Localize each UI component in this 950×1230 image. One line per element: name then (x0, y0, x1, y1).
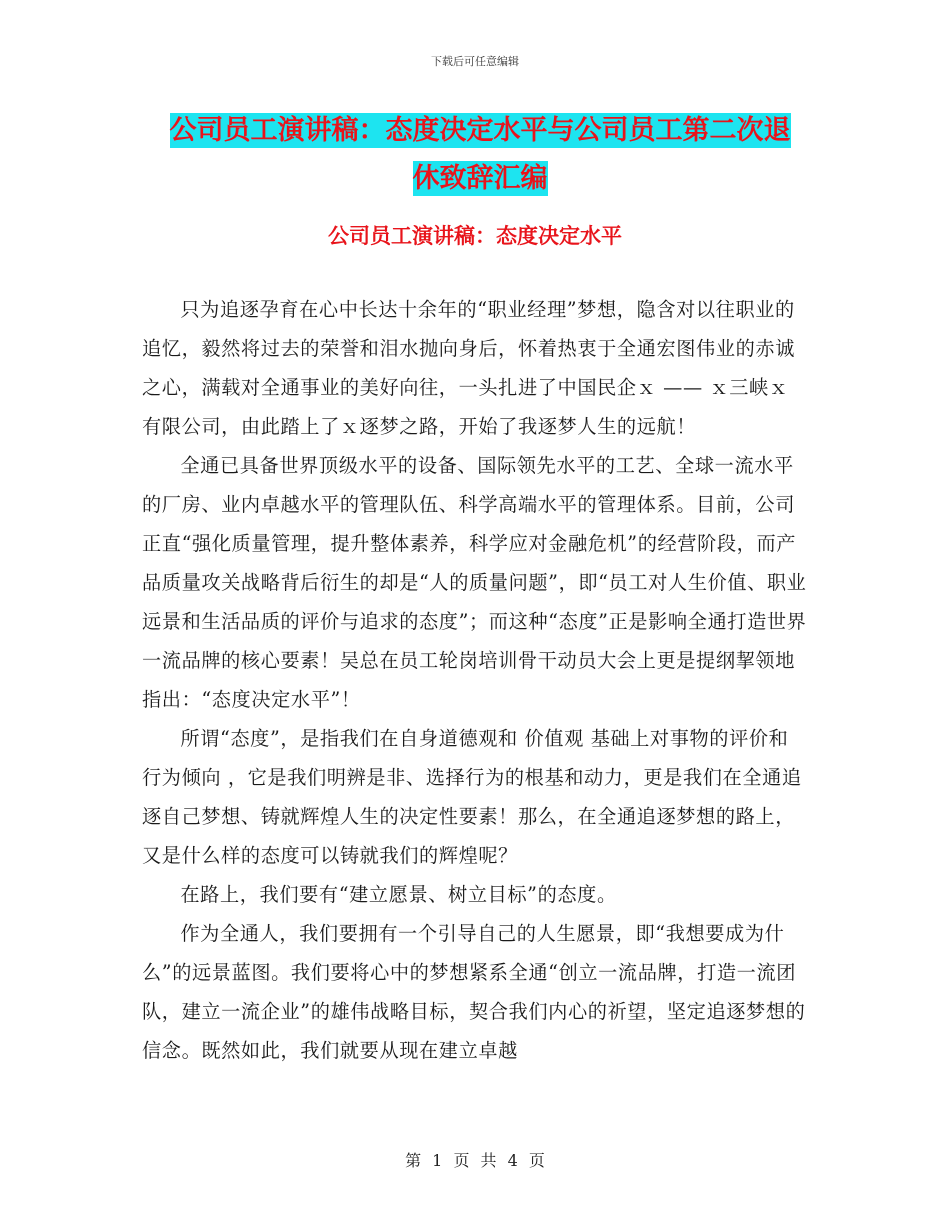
page-number-footer: 第 1 页 共 4 页 (405, 1151, 545, 1170)
document-title (140, 107, 820, 203)
paragraph: 在路上，我们要有“建立愿景、树立目标”的态度。 (180, 883, 617, 906)
paragraph: 所谓“态度”，是指我们在自身道德观和 价值观 基础上对事物的评价和 行为倾向 ，它是我们明辨是非、选择行为的根基和动力，更是我们在全通追逐自己梦想、铸就辉煌人生的决定性要素！那么，在全通追逐梦想的路上，又是什么样的态度可以铸就我们的辉煌呢？ (142, 727, 802, 867)
paragraph: 作为全通人，我们要拥有一个引导自己的人生愿景，即“我想要成为什么”的远景蓝图。我们要将心中的梦想紧系全通“创立一流品牌，打造一流团队，建立一流企业”的雄伟战略目标，契合我们内心的祈望，坚定追逐梦想的信念。既然如此，我们就要从现在建立卓越 (142, 922, 806, 1062)
section-title: 公司员工演讲稿：态度决定水平 (328, 224, 622, 248)
paragraph: 全通已具备世界顶级水平的设备、国际领先水平的工艺、全球一流水平的厂房、业内卓越水平的管理队伍、科学高端水平的管理体系。目前，公司正直“强化质量管理，提升整体素养，科学应对金融危机”的经营阶段，而产品质量攻关战略背后衍生的却是“人的质量问题”，即“员工对人生价值、职业远景和生活品质的评价与追求的态度”；而这种“态度”正是影响全通打造世界一流品牌的核心要素！吴总在员工轮岗培训骨干动员大会上更是提纲挈领地指出：“态度决定水平”！ (142, 454, 807, 711)
page-header-note: 下载后可任意编辑 (431, 55, 519, 68)
document-title-line-1: 公司员工演讲稿：态度决定水平与公司员工第二次退 (169, 115, 791, 146)
document-title-line-2: 休致辞汇编 (412, 163, 548, 194)
document-body (142, 290, 808, 1070)
paragraph: 只为追逐孕育在心中长达十余年的“职业经理”梦想，隐含对以往职业的追忆，毅然将过去的荣誉和泪水抛向身后，怀着热衷于全通宏图伟业的赤诚之心，满载对全通事业的美好向往，一头扎进了中国民企ｘ —— ｘ三峡ｘ有限公司，由此踏上了ｘ逐梦之路，开始了我逐梦人生的远航！ (142, 298, 795, 438)
